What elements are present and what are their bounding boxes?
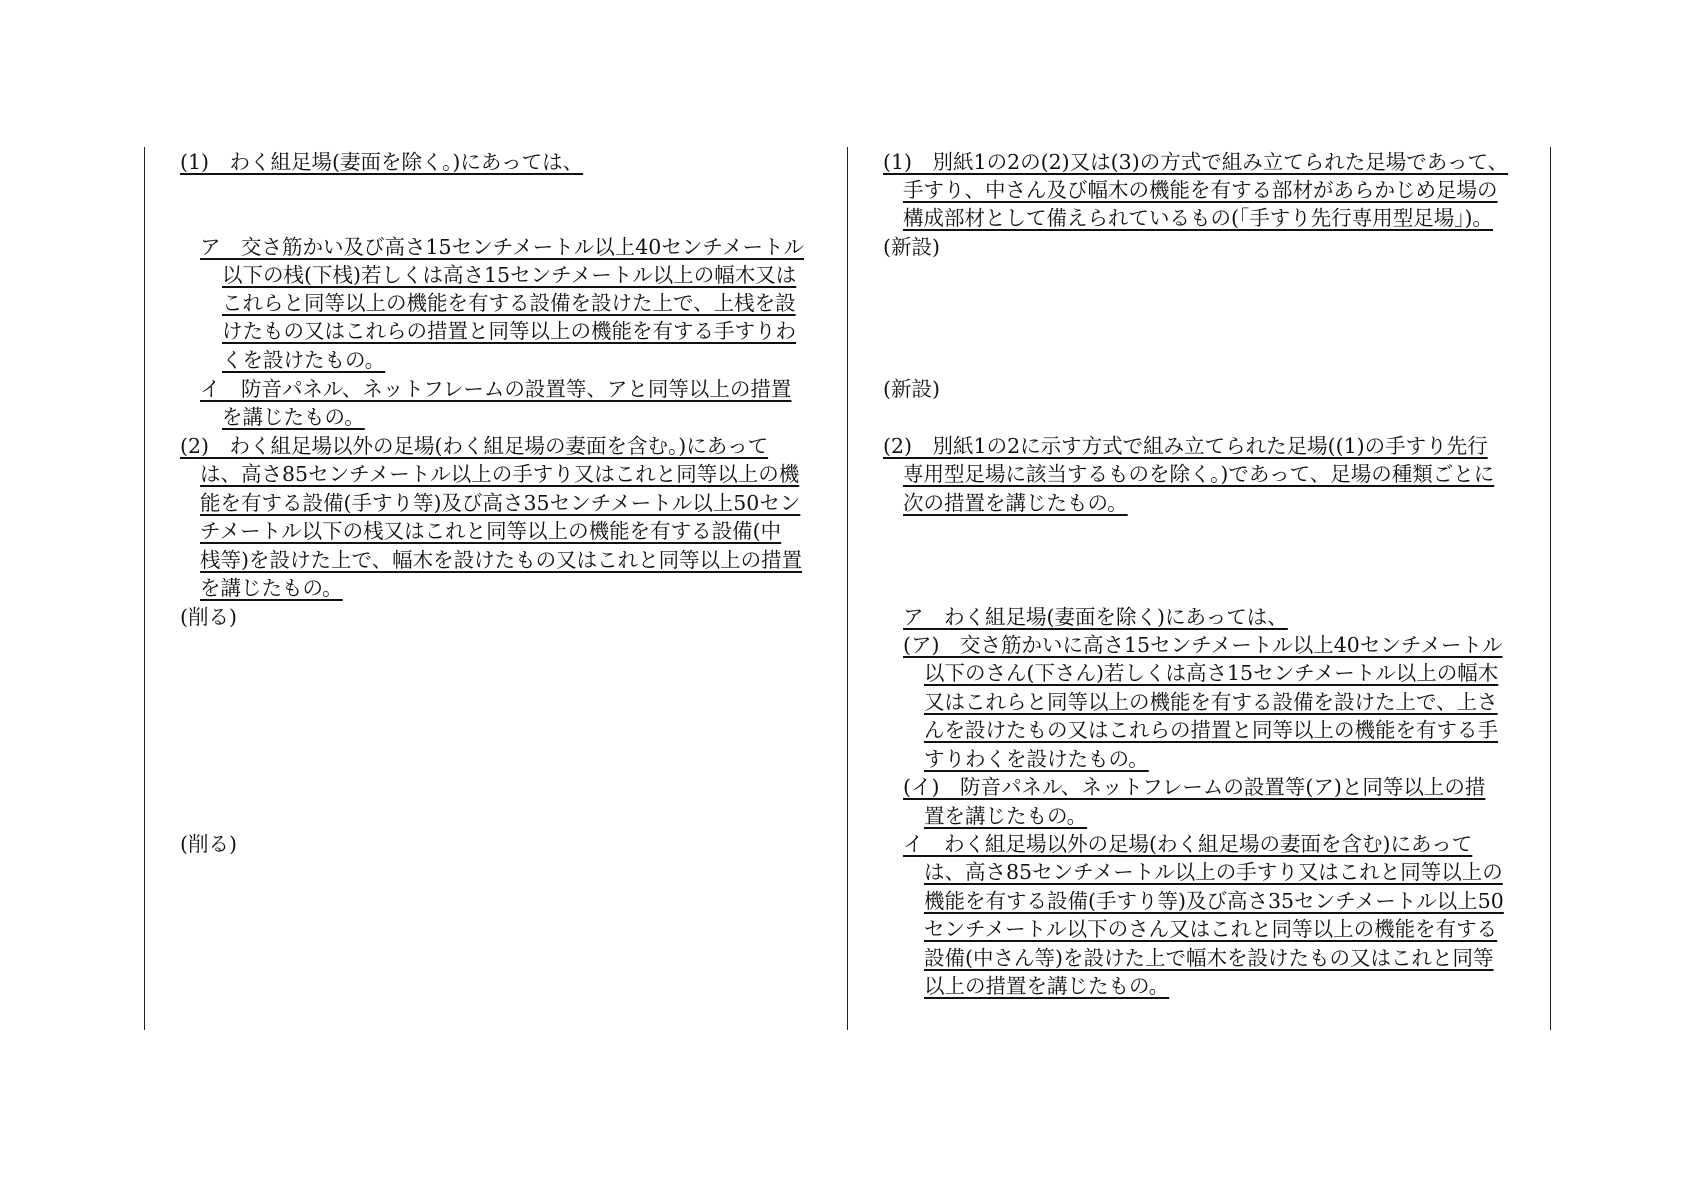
text-line: 以下の桟(下桟)若しくは高さ15センチメートル以上の幅木又は xyxy=(222,263,797,287)
center-divider-rule xyxy=(847,147,848,1030)
right-item-2-a-heading: ア わく組足場(妻面を除く)にあっては、 xyxy=(903,605,1288,629)
text-line: 能を有する設備(手すり等)及び高さ35センチメートル以上50セン xyxy=(200,491,801,515)
text-line: を講じたもの。 xyxy=(222,405,365,429)
text-line: んを設けたもの又はこれらの措置と同等以上の機能を有する手 xyxy=(924,718,1498,742)
text-line: (イ) 防音パネル、ネットフレームの設置等(ア)と同等以上の措 xyxy=(903,775,1486,799)
text-line: 桟等)を設けた上で、幅木を設けたもの又はこれと同等以上の措置 xyxy=(200,548,803,572)
text-line: これらと同等以上の機能を有する設備を設けた上で、上桟を設 xyxy=(222,291,796,315)
text-line: センチメートル以下のさん又はこれと同等以上の機能を有する xyxy=(924,917,1498,941)
text-line: 専用型足場に該当するものを除く。)であって、足場の種類ごとに xyxy=(903,462,1495,486)
text-line: すりわくを設けたもの。 xyxy=(924,747,1149,771)
right-border-rule xyxy=(1550,147,1551,1030)
text-line: 置を講じたもの。 xyxy=(924,804,1088,828)
text-line: (2) わく組足場以外の足場(わく組足場の妻面を含む。)にあって xyxy=(180,434,769,458)
new-note-2: (新設) xyxy=(883,377,940,401)
text-line: ア 交さ筋かい及び高さ15センチメートル以上40センチメートル xyxy=(200,235,805,259)
text-line: は、高さ85センチメートル以上の手すり又はこれと同等以上の機 xyxy=(200,462,800,486)
text-line: を講じたもの。 xyxy=(200,576,343,600)
text-line: は、高さ85センチメートル以上の手すり又はこれと同等以上の xyxy=(924,860,1503,884)
text-line: 次の措置を講じたもの。 xyxy=(903,491,1128,515)
text-line: 又はこれらと同等以上の機能を有する設備を設けた上で、上さ xyxy=(924,690,1498,714)
text-line: (1) 別紙1の2の(2)又は(3)の方式で組み立てられた足場であって、 xyxy=(883,150,1509,174)
new-note-1: (新設) xyxy=(883,235,940,259)
text-line: チメートル以下の桟又はこれと同等以上の機能を有する設備(中 xyxy=(200,519,782,543)
text-line: 以上の措置を講じたもの。 xyxy=(924,974,1170,998)
deleted-note-2: (削る) xyxy=(180,832,237,856)
text-line: (2) 別紙1の2に示す方式で組み立てられた足場((1)の手すり先行 xyxy=(883,434,1488,458)
text-line: (ア) 交さ筋かいに高さ15センチメートル以上40センチメートル xyxy=(903,633,1503,657)
text-line: 以下のさん(下さん)若しくは高さ15センチメートル以上の幅木 xyxy=(924,661,1499,685)
text-line: くを設けたもの。 xyxy=(222,348,386,372)
text-line: イ わく組足場以外の足場(わく組足場の妻面を含む)にあって xyxy=(903,832,1473,856)
deleted-note-1: (削る) xyxy=(180,605,237,629)
left-item-1-heading: (1) わく組足場(妻面を除く。)にあっては、 xyxy=(180,150,584,174)
left-border-rule xyxy=(144,147,145,1030)
text-line: 機能を有する設備(手すり等)及び高さ35センチメートル以上50 xyxy=(924,889,1504,913)
text-line: 構成部材として備えられているもの(「手すり先行専用型足場」)。 xyxy=(903,206,1493,230)
text-line: イ 防音パネル、ネットフレームの設置等、アと同等以上の措置 xyxy=(200,377,792,401)
text-line: けたもの又はこれらの措置と同等以上の機能を有する手すりわ xyxy=(222,319,796,343)
text-line: 設備(中さん等)を設けた上で幅木を設けたもの又はこれと同等 xyxy=(924,946,1494,970)
text-line: 手すり、中さん及び幅木の機能を有する部材があらかじめ足場の xyxy=(903,178,1498,202)
